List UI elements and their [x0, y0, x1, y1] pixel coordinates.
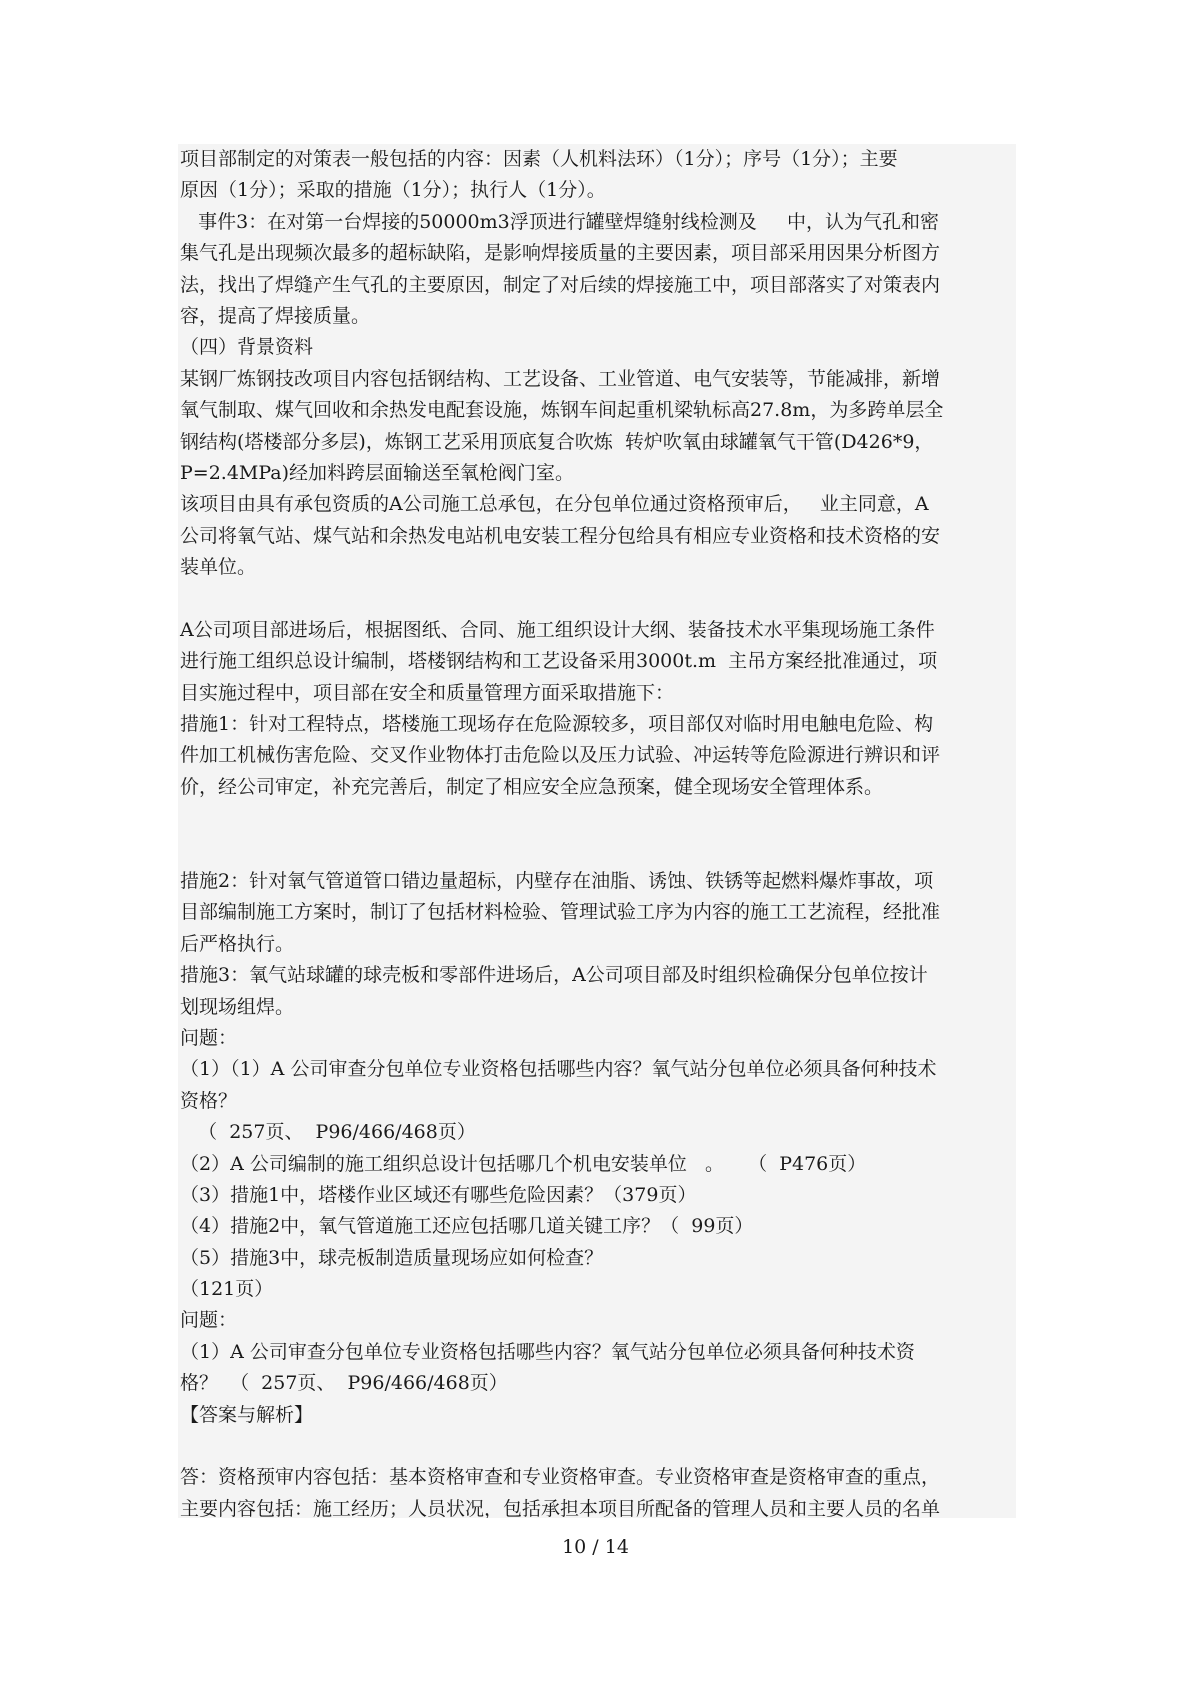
document-body [178, 144, 1016, 1518]
text-line: 某钢厂炼钢技改项目内容包括钢结构、工艺设备、工业管道、电气安装等，节能减排，新增 [180, 367, 941, 390]
text-line: 集气孔是出现频次最多的超标缺陷，是影响焊接质量的主要因素，项目部采用因果分析图方 [180, 242, 941, 265]
text-line: 主要内容包括：施工经历；人员状况，包括承担本项目所配备的管理人员和主要人员的名单 [180, 1497, 941, 1518]
text-line: （1）A 公司审查分包单位专业资格包括哪些内容？氧气站分包单位必须具备何种技术资 [180, 1340, 915, 1363]
page-number: 10 / 14 [562, 1536, 629, 1558]
text-line [178, 1431, 1016, 1462]
text-line: （四）背景资料 [180, 336, 314, 359]
text-line: 答：资格预审内容包括：基本资格审查和专业资格审查。专业资格审查是资格审查的重点， [180, 1466, 941, 1489]
text-line: 价，经公司审定，补充完善后，制定了相应安全应急预案，健全现场安全管理体系。 [180, 775, 884, 798]
text-line: 钢结构(塔楼部分多层)，炼钢工艺采用顶底复合吹炼 转炉吹氧由球罐氧气干管(D426*9， [180, 430, 934, 453]
text-line: 措施3：氧气站球罐的球壳板和零部件进场后，A公司项目部及时组织检确保分包单位按计 [180, 964, 928, 987]
text-line: 公司将氧气站、煤气站和余热发电站机电安装工程分包给具有相应专业资格和技术资格的安 [180, 524, 941, 547]
text-line: 容，提高了焊接质量。 [180, 304, 371, 327]
text-line [178, 583, 1016, 614]
text-line: 【答案与解析】 [180, 1403, 314, 1426]
text-line: 措施2：针对氧气管道管口错边量超标，内壁存在油脂、诱蚀、铁锈等起燃料爆炸事故，项 [180, 869, 934, 892]
text-line: 目实施过程中，项目部在安全和质量管理方面采取措施下： [180, 681, 675, 704]
text-line: 格？ （ 257页、 P96/466/468页） [180, 1372, 508, 1395]
text-line: 件加工机械伤害危险、交叉作业物体打击危险以及压力试验、冲运转等危险源进行辨识和评 [180, 744, 941, 767]
text-line: 问题： [180, 1309, 238, 1332]
text-line: 划现场组焊。 [180, 995, 295, 1018]
text-line: （3）措施1中，塔楼作业区域还有哪些危险因素？（379页） [180, 1183, 697, 1206]
text-line: （2）A 公司编制的施工组织总设计包括哪几个机电安装单位 。 （ P476页） [180, 1152, 867, 1175]
text-line: （1）（1）A 公司审查分包单位专业资格包括哪些内容？氧气站分包单位必须具备何种技术 [180, 1058, 937, 1081]
text-line: （5）措施3中，球壳板制造质量现场应如何检查？ [180, 1246, 604, 1269]
text-line: A公司项目部进场后，根据图纸、合同、施工组织设计大纲、装备技术水平集现场施工条件 [180, 618, 935, 641]
text-line: 进行施工组织总设计编制，塔楼钢结构和工艺设备采用3000t.m 主吊方案经批准通过，项 [180, 650, 938, 673]
text-line: 氧气制取、煤气回收和余热发电配套设施，炼钢车间起重机梁轨标高27.8m，为多跨单层全 [180, 399, 944, 422]
text-line: 项目部制定的对策表一般包括的内容：因素（人机料法环）（1分）；序号（1分）；主要 [180, 148, 898, 170]
text-line: 资格？ [180, 1089, 238, 1112]
text-line [178, 835, 1016, 866]
text-line: （4）措施2中，氧气管道施工还应包括哪几道关键工序？（ 99页） [180, 1215, 754, 1238]
text-line: 事件3：在对第一台焊接的50000m3浮顶进行罐壁焊缝射线检测及 中，认为气孔和密 [180, 210, 939, 233]
text-line: P=2.4MPa)经加料跨层面输送至氧枪阀门室。 [180, 461, 575, 484]
text-line: （121页） [180, 1278, 274, 1301]
text-line: 后严格执行。 [180, 932, 295, 955]
text-line: 法，找出了焊缝产生气孔的主要原因，制定了对后续的焊接施工中，项目部落实了对策表内 [180, 273, 941, 296]
text-line: 目部编制施工方案时，制订了包括材料检验、管理试验工序为内容的施工工艺流程，经批准 [180, 901, 941, 924]
text-line: （ 257页、 P96/466/468页） [180, 1121, 476, 1144]
text-line: 问题： [180, 1026, 238, 1049]
text-line: 装单位。 [180, 556, 257, 579]
text-line [178, 803, 1016, 834]
text-line: 原因（1分）；采取的措施（1分）；执行人（1分）。 [180, 179, 606, 202]
text-line: 该项目由具有承包资质的A公司施工总承包，在分包单位通过资格预审后， 业主同意，A [180, 493, 929, 516]
text-line: 措施1：针对工程特点，塔楼施工现场存在危险源较多，项目部仅对临时用电触电危险、构 [180, 713, 934, 736]
